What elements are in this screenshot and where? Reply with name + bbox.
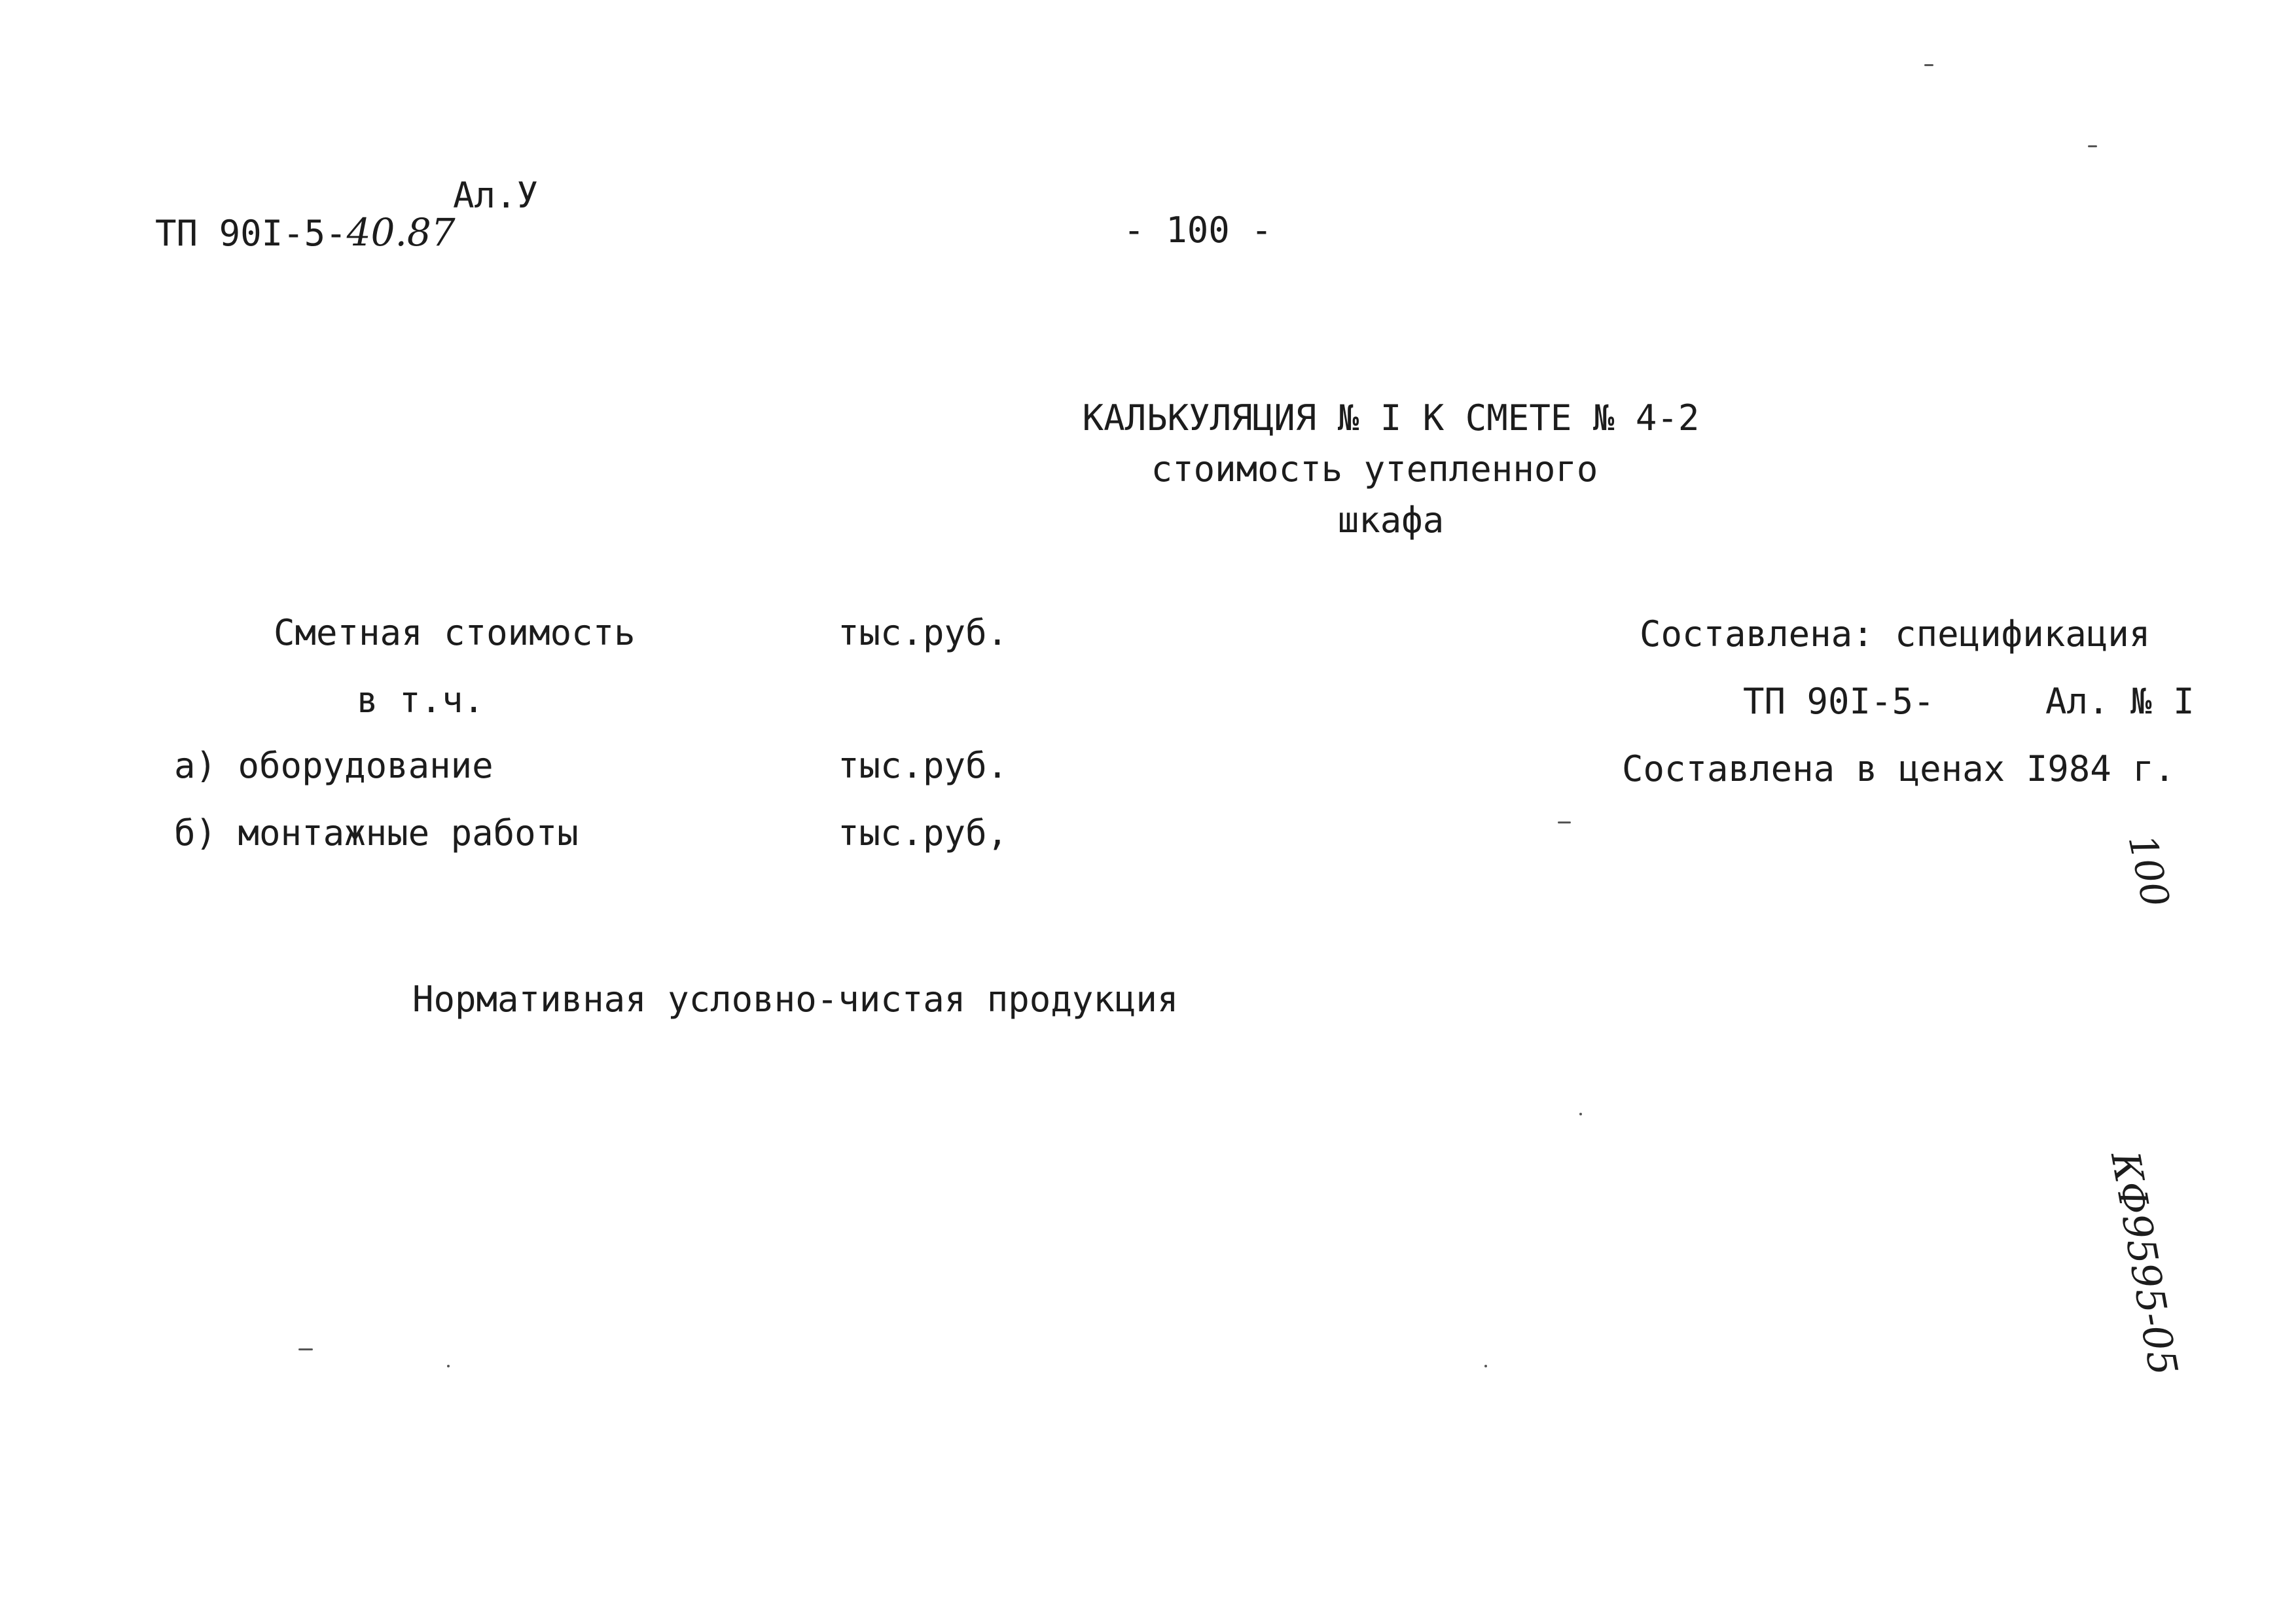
document-code-prefix: ТП 90І-5- — [155, 213, 347, 254]
compiled-by: Составлена: спецификация — [1640, 613, 2151, 655]
estimated-cost-label: Сметная стоимость — [274, 612, 636, 653]
calculation-title: КАЛЬКУЛЯЦИЯ № I К СМЕТЕ № 4-2 — [1082, 397, 1700, 439]
reference-album: Ал. № I — [2045, 681, 2195, 722]
handwritten-archive-code: КФ9595-05 — [2101, 1148, 2186, 1379]
scan-speck — [447, 1365, 450, 1367]
album-label: Ал.У — [453, 175, 539, 216]
page-number: - 100 - — [1123, 209, 1272, 251]
document-code-handwritten: 40.87 — [346, 210, 456, 255]
document-code — [113, 178, 456, 255]
equipment-unit: тыс.руб. — [838, 745, 1009, 786]
calculation-subject: шкафа — [1337, 499, 1445, 541]
equipment-label: а) оборудование — [174, 745, 494, 786]
scan-speck — [2088, 145, 2097, 147]
scan-speck — [1924, 64, 1933, 66]
scan-speck — [1579, 1113, 1582, 1115]
installation-label: б) монтажные работы — [174, 812, 579, 854]
estimated-cost-unit: тыс.руб. — [838, 612, 1009, 653]
scan-speck — [1484, 1365, 1487, 1367]
including-label: в т.ч. — [357, 679, 485, 721]
price-basis: Составлена в ценах I984 г. — [1622, 748, 2176, 789]
scan-speck — [1558, 821, 1571, 823]
installation-unit: тыс.руб, — [838, 812, 1009, 854]
reference-code: ТП 90І-5- — [1743, 681, 1935, 722]
handwritten-page-mark: 100 — [2119, 830, 2178, 911]
scan-speck — [298, 1348, 313, 1350]
calculation-subtitle: стоимость утепленного — [1151, 448, 1598, 490]
normative-production-label: Нормативная условно-чистая продукция — [412, 979, 1179, 1020]
